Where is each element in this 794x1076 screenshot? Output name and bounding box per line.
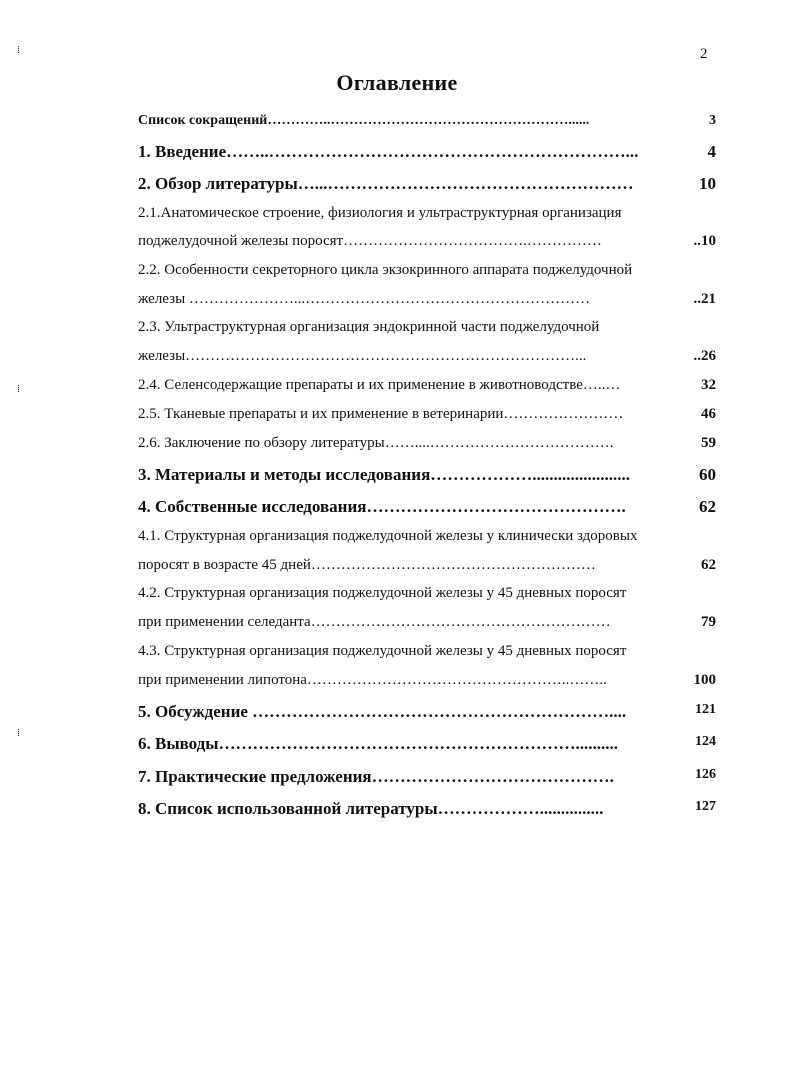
toc-entry-2-3-line-1[interactable] [138,319,716,336]
toc-entry-abbreviations[interactable] [138,113,716,129]
toc-entry-2-2-line-1[interactable] [138,262,716,279]
margin-mark: ⁞ [17,44,21,56]
margin-mark: ⁞ [17,727,21,739]
toc-entry-page: 4 [707,142,716,161]
toc-entry-page: 121 [695,702,716,717]
toc-entry-2-5[interactable] [138,406,716,423]
toc-entry-text: 4.3. Структурная организация поджелудочной железы у 45 дневных поросят [138,643,627,659]
toc-entry-page: 3 [709,113,716,128]
toc-entry-4-3-line-2[interactable] [138,672,716,689]
toc-entry-text: 2.1.Анатомическое строение, физиология и ультраструктурная организация [138,205,622,221]
toc-entry-text: поросят в возрасте 45 дней………………………………………………… [138,557,596,573]
toc-entry-2-4[interactable] [138,377,716,394]
toc-entry-text: при применении липотона……………………………………………..…….. [138,672,607,688]
toc-entry-2-1-line-2[interactable] [138,233,716,250]
toc-entry-introduction[interactable] [138,142,716,162]
toc-entry-literature-review[interactable] [138,174,716,194]
toc-entry-text: 4.2. Структурная организация поджелудочной железы у 45 дневных поросят [138,585,627,601]
toc-entry-page: 126 [695,767,716,782]
toc-entry-text: 5. Обсуждение ……………………………………………………….... [138,702,627,721]
toc-entry-text: Список сокращений…………..……………………………………………...... [138,113,590,128]
toc-entry-discussion[interactable] [138,702,716,722]
toc-entry-page: ..10 [693,233,716,249]
toc-entry-2-2-line-2[interactable] [138,291,716,308]
toc-entry-text: 4. Собственные исследования………………………………………. [138,497,626,516]
toc-entry-page: 124 [695,734,716,749]
toc-entry-4-2-line-1[interactable] [138,585,716,602]
toc-entry-text: железы …………………...………………………………………………… [138,291,591,307]
toc-entry-page: 60 [699,465,716,484]
page-title: Оглавление [336,70,458,95]
toc-entry-text: 2.2. Особенности секреторного цикла экзокринного аппарата поджелудочной [138,262,633,278]
toc-entry-references[interactable] [138,799,716,819]
toc-entry-text: 2. Обзор литературы…...……………………………………………… [138,174,634,193]
toc-entry-2-3-line-2[interactable] [138,348,716,365]
toc-entry-page: 127 [695,799,716,814]
toc-entry-text: 2.6. Заключение по обзору литературы……....………………………………. [138,435,614,451]
toc-entry-text: железы……………………………………………………………………... [138,348,587,364]
toc-entry-materials-methods[interactable] [138,465,716,485]
toc-entry-text: 3. Материалы и методы исследования………………....................... [138,465,631,484]
margin-mark: ⁞ [17,383,21,395]
toc-entry-page: 100 [693,672,716,688]
toc-entry-2-6[interactable] [138,435,716,452]
toc-entry-text: 6. Выводы……………………………………………………….......... [138,734,619,753]
toc-entry-text: 2.5. Тканевые препараты и их применение в ветеринарии…………………… [138,406,624,422]
toc-entry-page: 62 [699,497,716,516]
toc-entry-page: 32 [701,377,716,393]
toc-entry-4-3-line-1[interactable] [138,643,716,660]
toc-entry-page: 62 [701,557,716,573]
toc-entry-conclusions[interactable] [138,734,716,754]
toc-entry-text: 8. Список использованной литературы………………............... [138,799,604,818]
toc-entry-text: 4.1. Структурная организация поджелудочной железы у клинически здоровых [138,528,638,544]
toc-entry-text: 2.4. Селенсодержащие препараты и их применение в животноводстве…..… [138,377,621,393]
toc-entry-4-2-line-2[interactable] [138,614,716,631]
toc-entry-2-1-line-1[interactable] [138,205,716,222]
toc-entry-text: поджелудочной железы поросят……………………………….…………… [138,233,602,249]
toc-entry-4-1-line-1[interactable] [138,528,716,545]
toc-entry-text: 7. Практические предложения……………………………………. [138,767,614,786]
toc-entry-page: 79 [701,614,716,630]
toc-entry-page: ..21 [693,291,716,307]
toc-entry-practical-proposals[interactable] [138,767,716,787]
toc-entry-page: 59 [701,435,716,451]
toc-entry-text: 2.3. Ультраструктурная организация эндокринной части поджелудочной [138,319,600,335]
page-number: 2 [700,46,708,62]
toc-entry-page: 46 [701,406,716,422]
toc-entry-text: при применении селеданта…………………………………………………… [138,614,611,630]
toc-entry-text: 1. Введение……..………………………………………………………... [138,142,639,161]
toc-entry-4-1-line-2[interactable] [138,557,716,574]
toc-entry-page: ..26 [693,348,716,364]
toc-entry-page: 10 [699,174,716,193]
toc-entry-own-research[interactable] [138,497,716,517]
